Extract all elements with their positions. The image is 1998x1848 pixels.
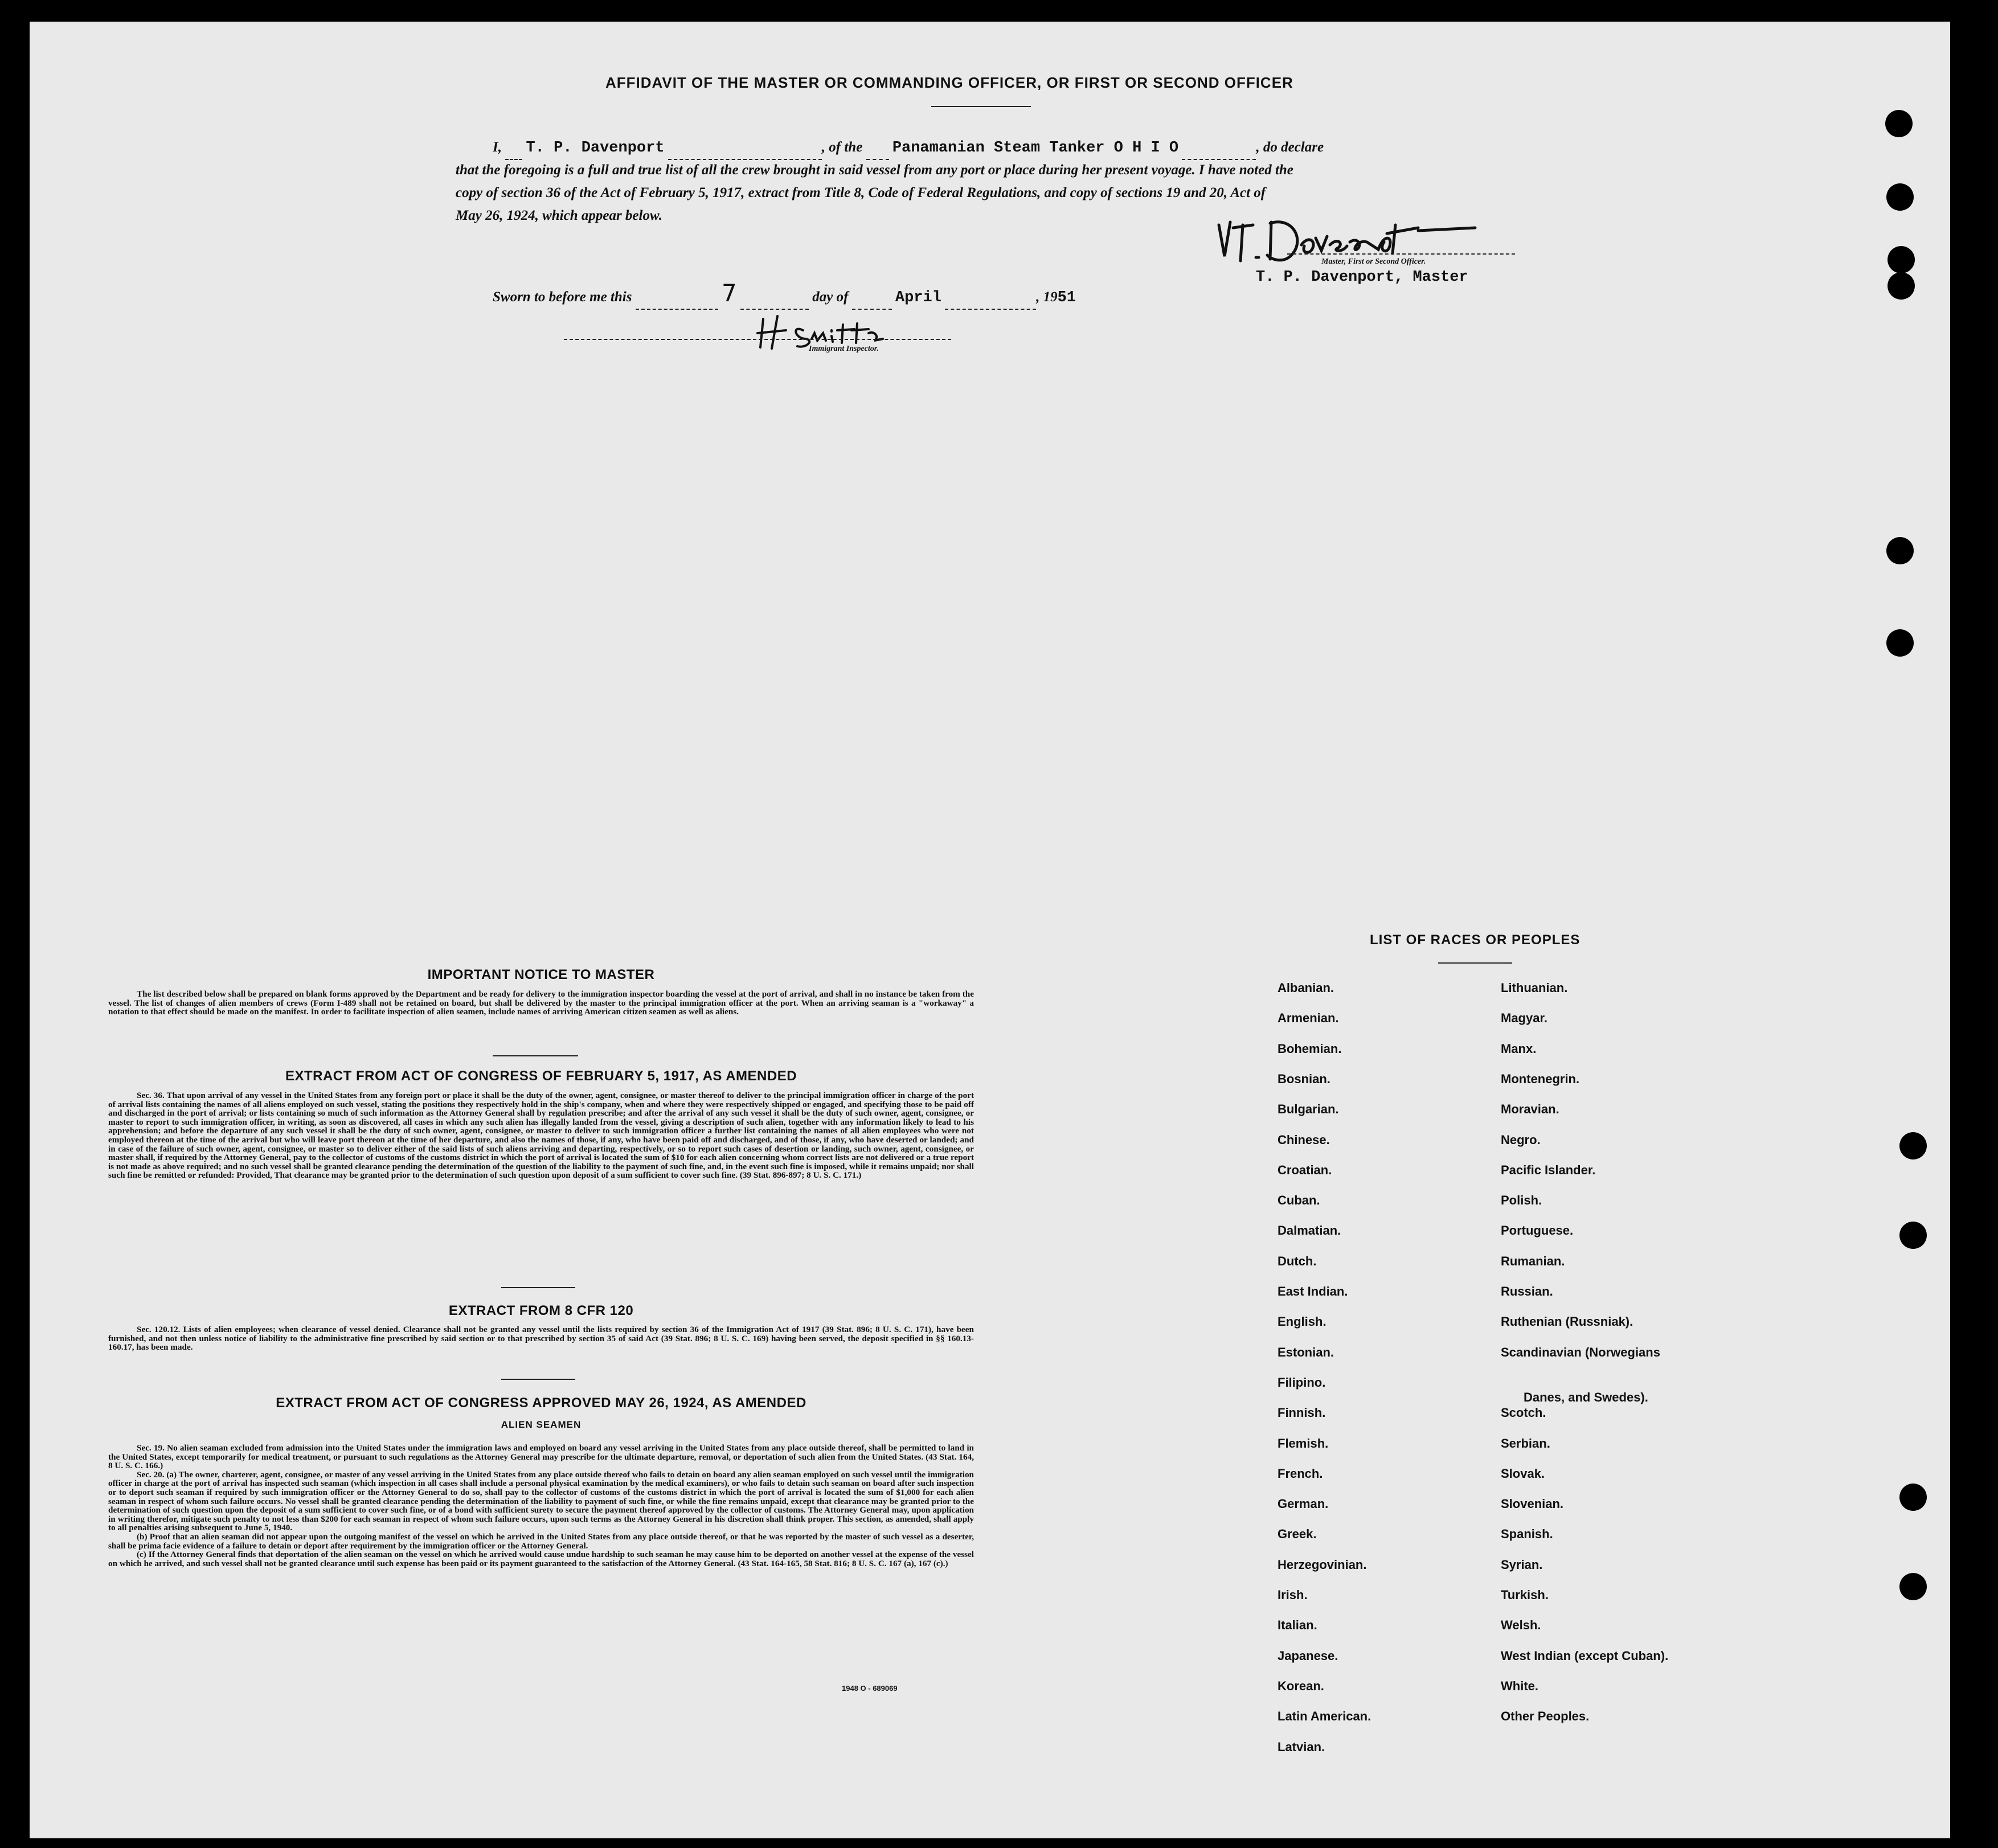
race-item: Welsh. xyxy=(1501,1618,1541,1632)
race-item: English. xyxy=(1278,1314,1326,1329)
race-item: Pacific Islander. xyxy=(1501,1163,1596,1177)
race-item: East Indian. xyxy=(1278,1284,1348,1298)
race-item: Italian. xyxy=(1278,1618,1317,1632)
race-item: Albanian. xyxy=(1278,981,1334,995)
race-item: Montenegrin. xyxy=(1501,1072,1580,1086)
punch-hole xyxy=(1899,1484,1927,1511)
punch-hole xyxy=(1886,537,1914,564)
race-item: Croatian. xyxy=(1278,1163,1332,1177)
inspector-caption: Immigrant Inspector. xyxy=(809,345,879,353)
section-divider xyxy=(501,1379,575,1380)
day-of-label: day of xyxy=(812,289,849,305)
alien-seamen-subtitle: ALIEN SEAMEN xyxy=(501,1419,582,1430)
of-the-label: , of the xyxy=(821,140,863,155)
extract-1917-text xyxy=(108,1091,974,1180)
punch-hole xyxy=(1899,1132,1927,1159)
race-item: Slovak. xyxy=(1501,1466,1545,1481)
sec-20c-paragraph: (c) If the Attorney General finds that deportation of the alien seaman on the vessel on which he arrived would cause undue hardship to such seaman he may cause him to be deported on another vessel at the expense of the vessel on which he arrived, and such vessel shall not be granted clearance until such expense has been paid or its payment guaranteed to the satisfaction of the Attorney General. (43 Stat. 164-165, 58 Stat. 816; 8 U. S. C. 167 (a), 167 (c).) xyxy=(108,1550,974,1568)
signature-caption: Master, First or Second Officer. xyxy=(1321,257,1426,266)
race-item: Cuban. xyxy=(1278,1193,1320,1207)
race-item: Slovenian. xyxy=(1501,1497,1564,1511)
punch-hole xyxy=(1885,110,1913,137)
notice-title: IMPORTANT NOTICE TO MASTER xyxy=(427,967,655,982)
race-item: Moravian. xyxy=(1501,1102,1559,1116)
sworn-label: Sworn to before me this xyxy=(493,289,632,305)
title-underline xyxy=(931,106,1031,107)
race-item: West Indian (except Cuban). xyxy=(1501,1649,1669,1663)
race-item: Filipino. xyxy=(1278,1375,1326,1390)
race-item: Russian. xyxy=(1501,1284,1553,1298)
year-prefix: , 19 xyxy=(1036,289,1058,305)
race-item: Magyar. xyxy=(1501,1011,1547,1025)
typed-signature: T. P. Davenport, Master xyxy=(1256,269,1468,286)
extract-1917-title: EXTRACT FROM ACT OF CONGRESS OF FEBRUARY 5, 1917, AS AMENDED xyxy=(285,1068,797,1084)
race-item: Portuguese. xyxy=(1501,1223,1574,1238)
race-item: Estonian. xyxy=(1278,1345,1334,1359)
vessel-name: Panamanian Steam Tanker O H I O xyxy=(892,140,1179,157)
race-item: Korean. xyxy=(1278,1679,1324,1693)
sec-20a-paragraph: Sec. 20. (a) The owner, charterer, agent, consignee, or master of any vessel arriving in the United States from any place outside thereof who fails to detain on board any alien seaman employed on such vessel until the immigration officer in charge at the port of arrival has inspected such seaman (which inspection in all cases shall include a personal physical examination by the medical examiners), or who fails to detain such seaman on board after such inspection or to deport such seaman if required by such immigration officer or the Attorney General to do so, shall pay to the collector of customs of the customs district in which the port of arrival is located the sum of $1,000 for each alien seaman in respect of whom such failure occurs. No vessel shall be granted clearance pending the determination of the liability to payment of such fine, or while the fine remains unpaid, except that clearance may be granted prior to the determination of such question upon the deposit of a sum sufficient to cover such fine, or of a bond with sufficient surety to secure the payment thereof approved by the collector of customs. The Attorney General may, upon application in writing therefor, mitigate such penalty to not less than $200 for each seaman in respect of whom such failure occurs, upon such terms as the Attorney General in his discretion shall think proper. This section, as amended, shall apply to all penalties arising subsequent to June 5, 1940. xyxy=(108,1469,974,1533)
race-item: Spanish. xyxy=(1501,1527,1553,1541)
signature-line xyxy=(1287,253,1515,255)
races-title-underline xyxy=(1438,962,1512,964)
section-divider xyxy=(501,1287,575,1288)
declaration-line-1 xyxy=(493,136,1324,160)
race-item: Bulgarian. xyxy=(1278,1102,1339,1116)
extract-1924-title: EXTRACT FROM ACT OF CONGRESS APPROVED MAY 26, 1924, AS AMENDED xyxy=(276,1395,806,1411)
race-item: Ruthenian (Russniak). xyxy=(1501,1314,1633,1329)
race-item: Danes, and Swedes). xyxy=(1524,1390,1648,1404)
race-item: Irish. xyxy=(1278,1588,1308,1602)
race-item: Lithuanian. xyxy=(1501,981,1568,995)
extract-cfr-title: EXTRACT FROM 8 CFR 120 xyxy=(448,1303,634,1318)
punch-hole xyxy=(1888,272,1915,300)
race-item: Bosnian. xyxy=(1278,1072,1330,1086)
extract-cfr-paragraph: Sec. 120.12. Lists of alien employees; when clearance of vessel denied. Clearance shall not be granted any vessel until the lists required by section 36 of the Immigration Act of 1917 (39 Stat. 896; 8 U. S. C. 171), have been furnished, and not then unless notice of liability to the administrative fine prescribed by said section or to that prescribed by section 35 of said Act (39 Stat. 896; 8 U. S. C. 169) having been served, the deposit specified in §§ 160.13-160.17, has been made. xyxy=(108,1325,974,1353)
race-item: Scotch. xyxy=(1501,1406,1546,1420)
race-item: White. xyxy=(1501,1679,1538,1693)
extract-1917-paragraph: Sec. 36. That upon arrival of any vessel in the United States from any foreign port or place it shall be the duty of the owner, agent, consignee, or master thereof to deliver to the principal immigration officer in charge of the port of arrival lists containing the names of all aliens employed on such vessel, stating the positions they respectively hold in the ship's company, when and where they were respectively shipped or engaged, and specifying those to be paid off and discharged in the port of arrival; or lists containing so much of such information as the Attorney General shall by regulation prescribe; and after the arrival of any such vessel it shall be the duty of such owner, agent, consignee, or master to report to such immigration officer, in writing, as soon as discovered, all cases in which any such alien has illegally landed from the vessel, giving a description of such alien, together with any information likely to lead to his apprehension; and before the departure of any such vessel it shall be the duty of such owner, agent, consignee, or master to deliver to such immigration officer a further list containing the names of all alien employees who were not employed thereon at the time of the arrival but who will leave port thereon at the time of her departure, and also the names of those, if any, who have been paid off and discharged, and of those, if any, who have deserted or landed; and in case of the failure of such owner, agent, consignee, or master so to deliver either of the said lists of such aliens arriving and departing, respectively, or so to report such cases of desertion or landing, such owner, agent, consignee, or master shall, if required by the Attorney General, pay to the collector of customs of the customs district in which the port of arrival is located the sum of $10 for each alien concerning whom correct lists are not delivered or a true report is not made as above required; and no such vessel shall be granted clearance pending the determination of the question of the liability to the payment of such fine, and, in the event such fine is imposed, while it remains unpaid; nor shall such fine be remitted or refunded: Provided, That clearance may be granted prior to the determination of such question upon deposit of a sum sufficient to cover such fine. (39 Stat. 896-897; 8 U. S. C. 171.) xyxy=(108,1091,974,1181)
race-item: Serbian. xyxy=(1501,1436,1550,1450)
notice-paragraph: The list described below shall be prepared on blank forms approved by the Department and be ready for delivery to the immigration inspector boarding the vessel at the port of arrival, and shall in no instance be taken from the vessel. The list of changes of alien members of crews (Form I-489 shall not be retained on board, but shall be delivered by the master to the principal immigration officer at the port. When an arriving seaman is a "workaway" a notation to that effect should be made on the manifest. In order to facilitate inspection of alien seamen, include names of arriving American citizen seamen as well as aliens. xyxy=(108,989,974,1017)
race-item: Dalmatian. xyxy=(1278,1223,1341,1238)
extract-cfr-text xyxy=(108,1325,974,1352)
sworn-month: April xyxy=(895,289,941,306)
sworn-line xyxy=(493,281,1076,310)
race-item: French. xyxy=(1278,1466,1323,1481)
race-item: Latvian. xyxy=(1278,1740,1325,1754)
sec-19-paragraph: Sec. 19. No alien seaman excluded from admission into the United States under the immigration laws and employed on board any vessel arriving in the United States from any place outside thereof, shall be permitted to land in the United States, except temporarily for medical treatment, or pursuant to such regulations as the Attorney General may prescribe for the ultimate departure, removal, or deportation of such alien from the United States. (43 Stat. 164, 8 U. S. C. 166.) xyxy=(108,1443,974,1471)
i-label: I, xyxy=(493,140,502,155)
affidavit-title: AFFIDAVIT OF THE MASTER OR COMMANDING OFFICER, OR FIRST OR SECOND OFFICER xyxy=(605,74,1293,91)
race-item: Finnish. xyxy=(1278,1406,1326,1420)
race-item: Syrian. xyxy=(1501,1558,1543,1572)
race-item: Latin American. xyxy=(1278,1709,1371,1723)
race-item: Chinese. xyxy=(1278,1133,1330,1147)
punch-hole xyxy=(1886,629,1914,657)
master-name: T. P. Davenport xyxy=(526,140,665,157)
race-item: Rumanian. xyxy=(1501,1254,1565,1268)
race-item: Armenian. xyxy=(1278,1011,1339,1025)
punch-hole xyxy=(1899,1573,1927,1600)
race-item: Greek. xyxy=(1278,1527,1317,1541)
race-item: Flemish. xyxy=(1278,1436,1329,1450)
print-code: 1948 O - 689069 xyxy=(842,1684,898,1693)
punch-hole xyxy=(1888,246,1915,273)
section-divider xyxy=(493,1055,578,1056)
declaration-line-2: that the foregoing is a full and true list of all the crew brought in said vessel from any port or place during her present voyage. I have noted the xyxy=(456,162,1293,178)
race-item: German. xyxy=(1278,1497,1329,1511)
sec-20b-paragraph: (b) Proof that an alien seaman did not appear upon the outgoing manifest of the vessel on which he arrived in the United States from any place outside thereof, or that he was reported by the master of such vessel as a deserter, shall be prima facie evidence of a failure to detain or deport after requirement by the immigration officer or the Attorney General. xyxy=(108,1531,974,1551)
race-item: Negro. xyxy=(1501,1133,1541,1147)
race-item: Other Peoples. xyxy=(1501,1709,1590,1723)
do-declare-label: , do declare xyxy=(1256,140,1324,155)
declaration-line-3: copy of section 36 of the Act of February 5, 1917, extract from Title 8, Code of Federal Regulations, and copy of sections 19 and 20, Act of xyxy=(456,185,1266,200)
race-item: Scandinavian (Norwegians xyxy=(1501,1345,1660,1359)
race-item: Japanese. xyxy=(1278,1649,1338,1663)
sworn-year: 51 xyxy=(1057,289,1076,306)
punch-hole xyxy=(1886,183,1914,211)
race-item: Bohemian. xyxy=(1278,1042,1342,1056)
punch-hole xyxy=(1899,1222,1927,1249)
race-item: Manx. xyxy=(1501,1042,1537,1056)
declaration-line-4: May 26, 1924, which appear below. xyxy=(456,208,662,223)
inspector-line xyxy=(564,339,951,340)
race-item: Herzegovinian. xyxy=(1278,1558,1367,1572)
notice-text xyxy=(108,990,974,1017)
sworn-day: 7 xyxy=(721,279,737,307)
race-item: Polish. xyxy=(1501,1193,1542,1207)
race-item: Turkish. xyxy=(1501,1588,1549,1602)
races-title: LIST OF RACES OR PEOPLES xyxy=(1370,932,1581,948)
extract-1924-text xyxy=(108,1444,974,1568)
race-item: Dutch. xyxy=(1278,1254,1317,1268)
